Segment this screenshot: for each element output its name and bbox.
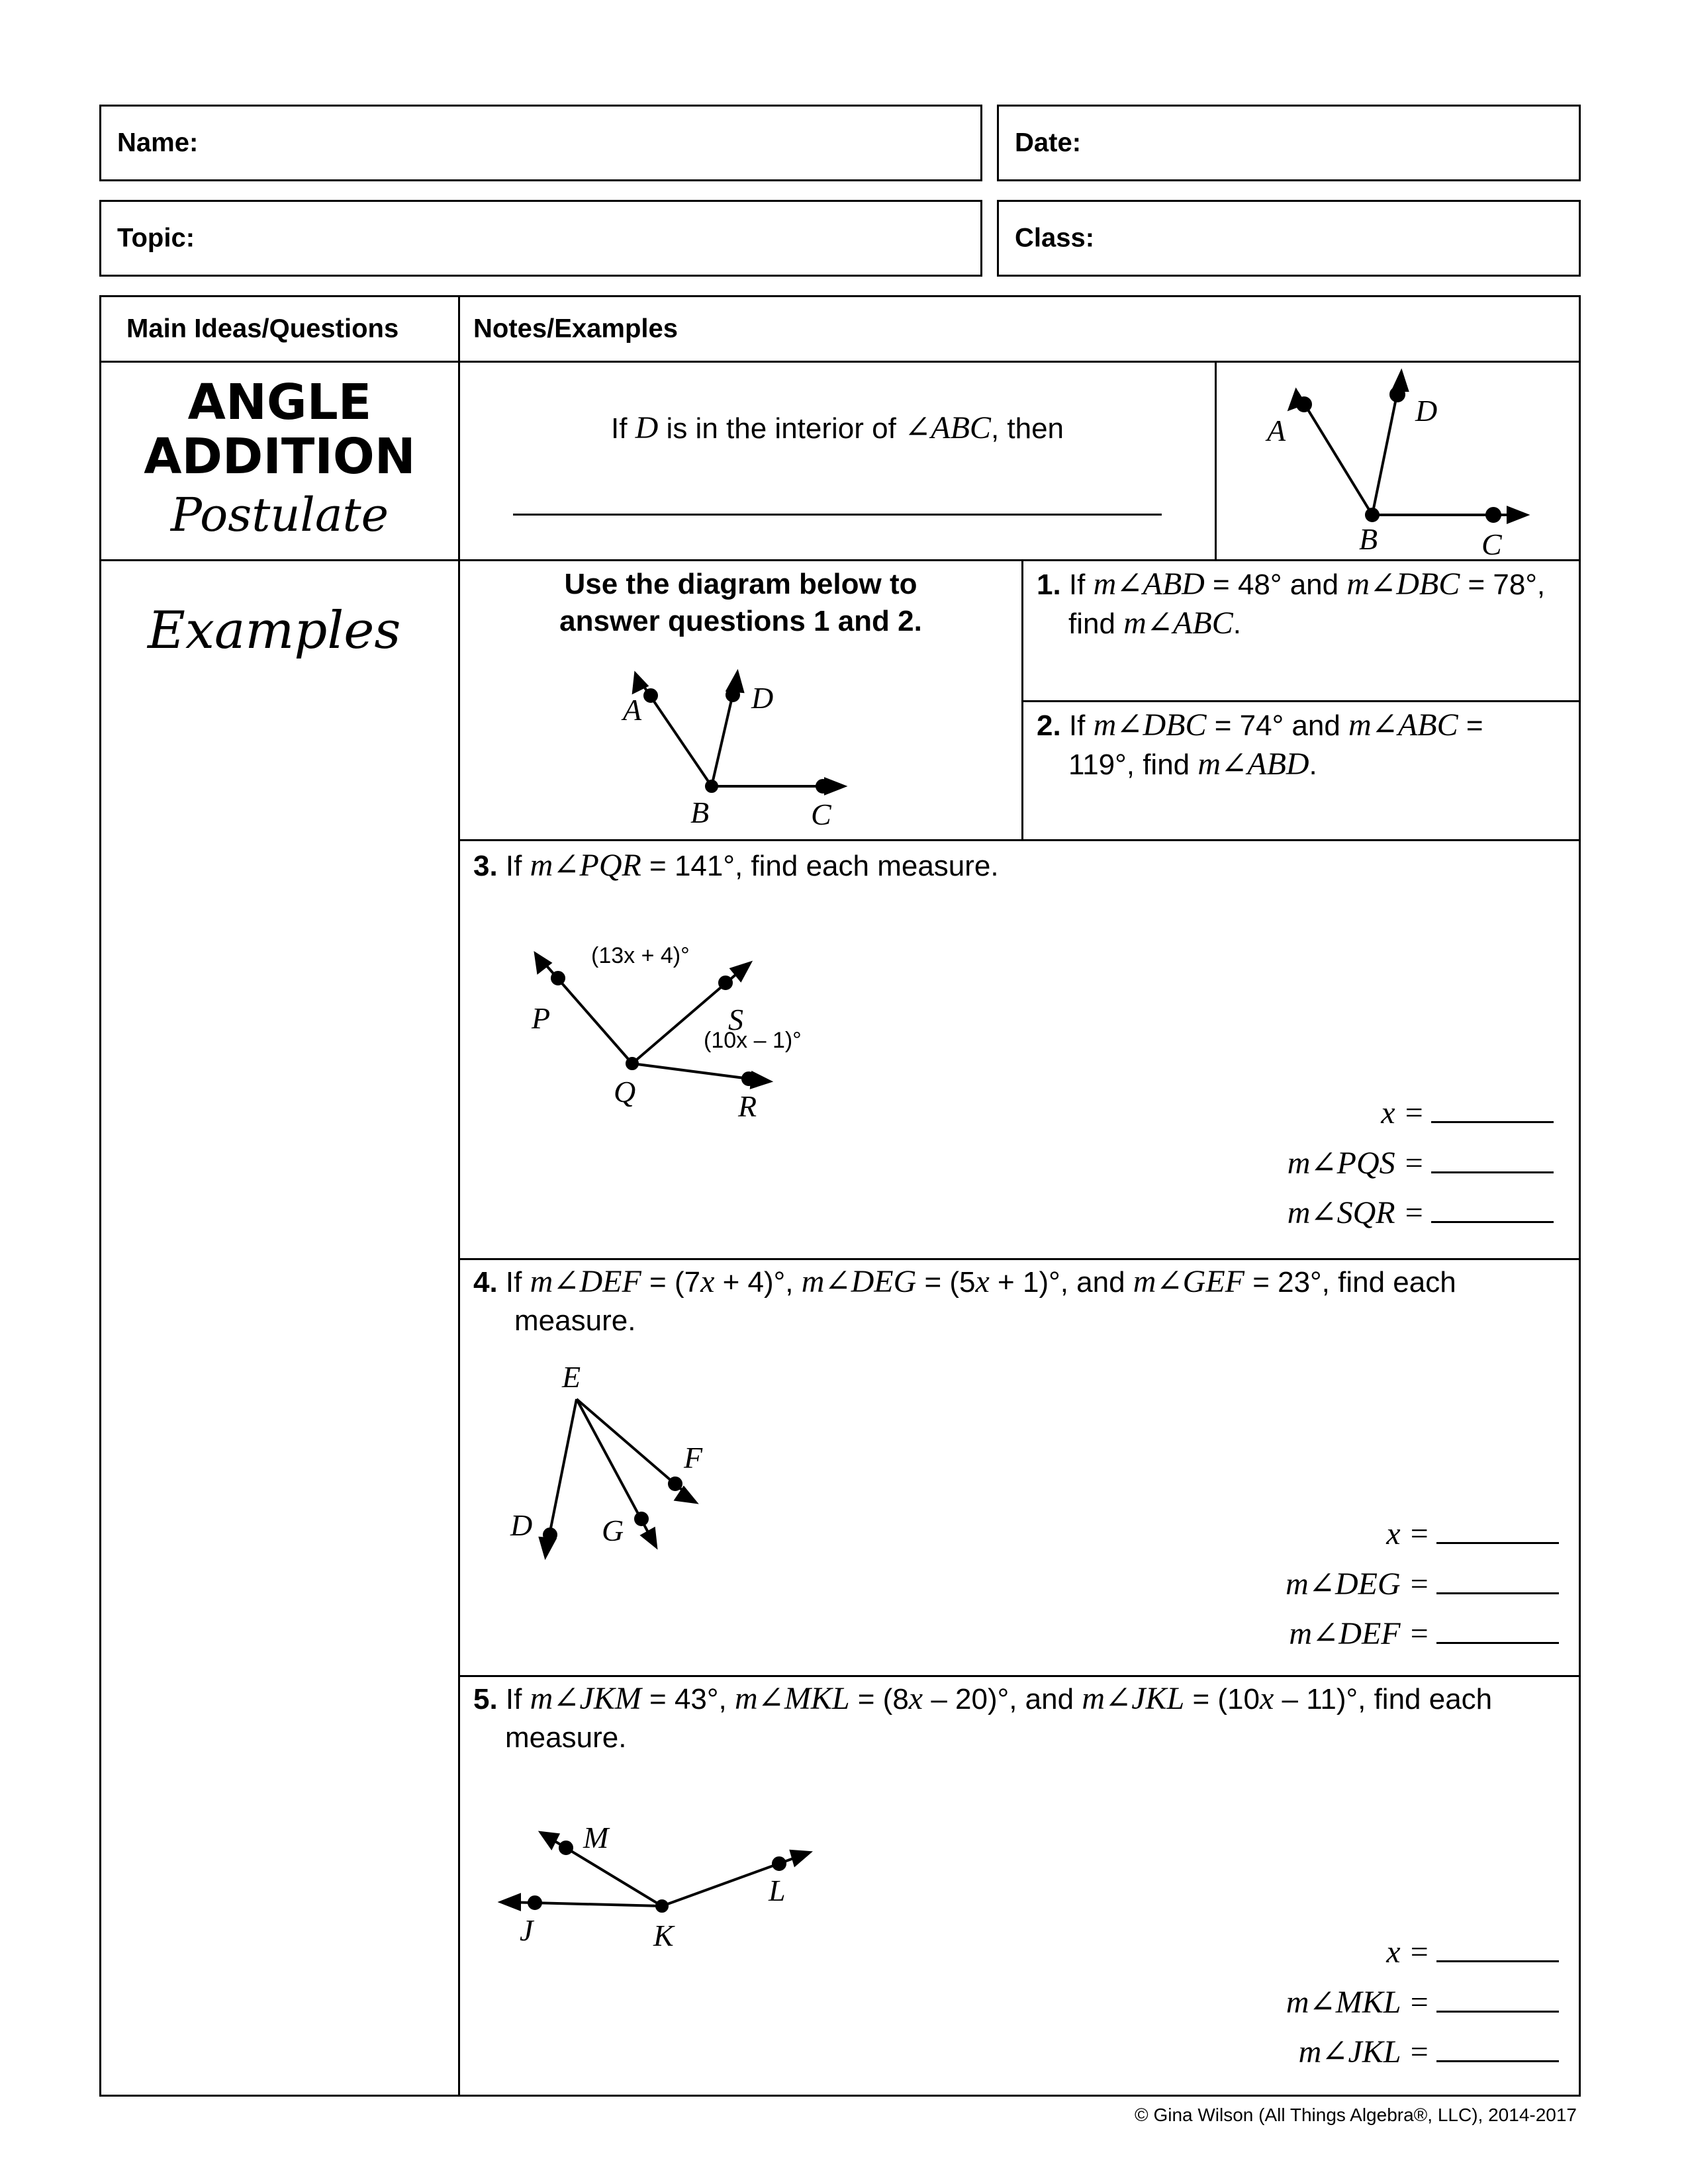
date-field[interactable] xyxy=(997,105,1581,181)
q4-label-e: E xyxy=(562,1360,581,1394)
q4-answer-x[interactable]: x = xyxy=(1386,1516,1559,1552)
arrow-c xyxy=(1508,508,1526,522)
name-label: Name: xyxy=(117,128,199,158)
q1-text: 1. If m∠ABD = 48° and m∠DBC = 78°, find m∠ABC. xyxy=(1037,567,1546,641)
q5-label-m: M xyxy=(583,1821,609,1854)
point-a xyxy=(1297,398,1311,411)
q5-answer-x[interactable]: x = xyxy=(1386,1934,1559,1970)
q4-answer-def[interactable]: m∠DEF = xyxy=(1289,1615,1559,1652)
postulate-angle-diagram xyxy=(1217,363,1583,563)
class-field[interactable] xyxy=(997,200,1581,277)
q12-label-b: B xyxy=(690,796,710,829)
q3-angle-diagram xyxy=(460,907,923,1185)
examples-label-cell xyxy=(99,559,460,2097)
topic-field[interactable] xyxy=(99,200,982,277)
q5-answer-mkl[interactable]: m∠MKL = xyxy=(1286,1983,1559,2021)
q5-answer-jkl[interactable]: m∠JKL = xyxy=(1299,2033,1559,2070)
q5-label-j: J xyxy=(520,1913,534,1947)
q4-cell xyxy=(458,1258,1581,1677)
q12-label-c: C xyxy=(811,797,831,831)
point-d xyxy=(1391,388,1404,401)
q5-label-k: K xyxy=(653,1919,674,1952)
q2-text: 2. If m∠DBC = 74° and m∠ABC = 119°, find m∠ABD. xyxy=(1037,707,1483,782)
q12-label-d: D xyxy=(751,681,774,715)
examples-label: Examples xyxy=(148,601,401,660)
q3-label-p: P xyxy=(532,1001,551,1035)
q3-answer-sqr[interactable]: m∠SQR = xyxy=(1288,1194,1554,1231)
q1-cell xyxy=(1021,559,1581,702)
title-angle: ANGLE xyxy=(187,374,372,431)
q3-cell xyxy=(458,839,1581,1260)
col1-header-cell xyxy=(99,295,460,363)
col2-header-cell xyxy=(458,295,1581,363)
postulate-answer-line[interactable] xyxy=(513,514,1162,516)
postulate-statement: If D is in the interior of ∠ABC, then xyxy=(610,410,1064,445)
q4-label-g: G xyxy=(602,1514,624,1547)
q3-text: 3. If m∠PQR = 141°, find each measure. xyxy=(473,848,999,883)
q12-angle-diagram xyxy=(460,561,1025,843)
point-c xyxy=(1487,508,1500,522)
q12-diagram-cell xyxy=(458,559,1023,841)
diagram-instruction-2: answer questions 1 and 2. xyxy=(559,605,922,637)
q4-label-d: D xyxy=(510,1508,533,1542)
postulate-statement-cell xyxy=(458,361,1217,561)
col2-header: Notes/Examples xyxy=(473,314,679,343)
q4-angle-diagram xyxy=(460,1340,791,1591)
q3-answer-x[interactable]: x = xyxy=(1381,1095,1554,1131)
q4-answer-deg[interactable]: m∠DEG = xyxy=(1286,1565,1559,1602)
label-b: B xyxy=(1359,522,1378,556)
q5-label-l: L xyxy=(769,1874,786,1907)
q12-label-a: A xyxy=(623,693,642,727)
title-addition: ADDITION xyxy=(144,428,416,485)
q4-label-f: F xyxy=(684,1441,703,1475)
title-postulate: Postulate xyxy=(170,488,389,542)
q3-label-r: R xyxy=(738,1089,757,1123)
topic-label: Topic: xyxy=(117,223,195,253)
label-d: D xyxy=(1415,394,1438,428)
date-label: Date: xyxy=(1015,128,1082,158)
q3-label-s: S xyxy=(728,1003,743,1036)
class-label: Class: xyxy=(1015,223,1095,253)
name-field[interactable] xyxy=(99,105,982,181)
postulate-diagram-cell xyxy=(1215,361,1581,561)
q5-cell xyxy=(458,1675,1581,2097)
q5-text: 5. If m∠JKM = 43°, m∠MKL = (8x – 20)°, and m∠JKL = (10x – 11)°, find each measure. xyxy=(473,1681,1493,1754)
label-a: A xyxy=(1267,414,1286,447)
q3-angle-label-1: (13x + 4)° xyxy=(591,943,690,968)
diagram-instruction-1: Use the diagram below to xyxy=(564,568,917,600)
col1-header: Main Ideas/Questions xyxy=(126,314,399,343)
q3-answer-pqs[interactable]: m∠PQS = xyxy=(1288,1144,1554,1181)
q3-angle-label-2: (10x – 1)° xyxy=(704,1028,802,1053)
postulate-title-cell xyxy=(99,361,460,561)
q4-text: 4. If m∠DEF = (7x + 4)°, m∠DEG = (5x + 1)°, and m∠GEF = 23°, find each measure. xyxy=(473,1264,1456,1337)
copyright-footer: © Gina Wilson (All Things Algebra®, LLC), 2014-2017 xyxy=(1135,2105,1577,2125)
q3-label-q: Q xyxy=(614,1075,636,1109)
label-c: C xyxy=(1481,527,1502,561)
q5-angle-diagram xyxy=(460,1763,857,1988)
q2-cell xyxy=(1021,700,1581,841)
point-b xyxy=(1366,509,1378,521)
